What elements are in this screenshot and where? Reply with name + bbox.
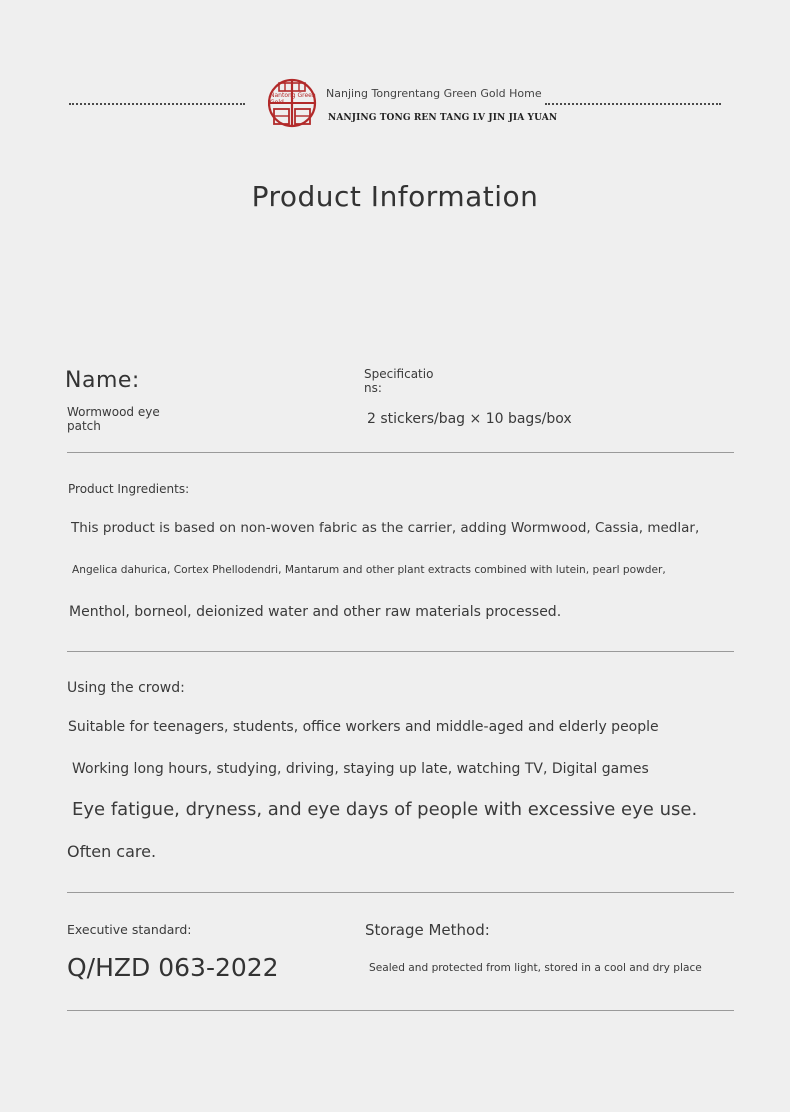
crowd-line2: Working long hours, studying, driving, staying up late, watching TV, Digital games xyxy=(72,761,649,777)
section-divider xyxy=(67,892,734,893)
header-divider-left xyxy=(69,103,245,105)
name-value-line2: patch xyxy=(67,419,101,433)
header-divider-right xyxy=(545,103,721,105)
crowd-label: Using the crowd: xyxy=(67,680,185,696)
crowd-line3: Eye fatigue, dryness, and eye days of people with excessive eye use. xyxy=(72,799,698,820)
ingredients-label: Product Ingredients: xyxy=(68,482,190,496)
crowd-line1: Suitable for teenagers, students, office workers and middle-aged and elderly people xyxy=(68,719,659,735)
spec-label-line2: ns: xyxy=(364,381,382,395)
section-divider xyxy=(67,452,734,453)
ingredients-line1: This product is based on non-woven fabric as the carrier, adding Wormwood, Cassia, medlar, xyxy=(71,520,700,536)
page-title: Product Information xyxy=(251,180,539,213)
spec-value: 2 stickers/bag × 10 bags/box xyxy=(367,411,572,427)
brand-pinyin: NANJING TONG REN TANG LV JIN JIA YUAN xyxy=(328,113,558,123)
brand-name: Nanjing Tongrentang Green Gold Home xyxy=(326,87,542,100)
standard-label: Executive standard: xyxy=(67,922,192,937)
section-divider xyxy=(67,1010,734,1011)
logo-text: Nantong Green Gold xyxy=(270,92,316,106)
storage-label: Storage Method: xyxy=(365,921,490,939)
spec-label-line1: Specificatio xyxy=(364,367,434,381)
section-divider xyxy=(67,651,734,652)
ingredients-line3: Menthol, borneol, deionized water and other raw materials processed. xyxy=(69,604,562,620)
name-value-line1: Wormwood eye xyxy=(67,405,160,419)
standard-value: Q/HZD 063-2022 xyxy=(67,953,279,982)
name-label: Name: xyxy=(65,368,140,393)
ingredients-line2: Angelica dahurica, Cortex Phellodendri, Mantarum and other plant extracts combined with lutein, pearl powder, xyxy=(72,564,666,576)
crowd-line4: Often care. xyxy=(67,842,157,861)
storage-value: Sealed and protected from light, stored in a cool and dry place xyxy=(369,962,702,974)
